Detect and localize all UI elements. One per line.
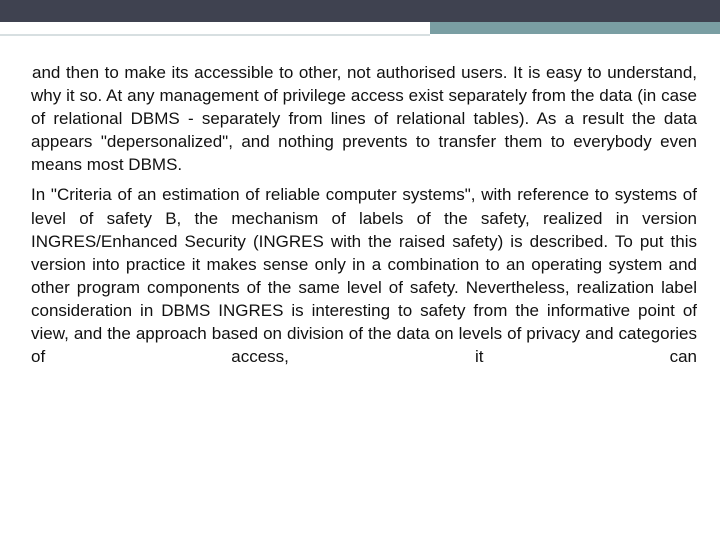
- paragraph-1: and then to make its accessible to other, not authorised users. It is easy to understand, why it so. At any management of privilege access exist separately from the data (in case of relational DBMS - separately from lines of relational tables). As a result the data appears "depersonalized", and nothing prevents to transfer them to everybody even means most DBMS.: [31, 63, 697, 175]
- paragraph-2: In "Criteria of an estimation of reliable computer systems", with reference to systems of level of safety B, the mechanism of labels of the safety, realized in version INGRES/Enhanced Security (INGRES with the raised safety) is described. To put this version into practice it makes sense only in a combination to an operating system and other program components of the same level of safety. Nevertheless, realization label consideration in DBMS INGRES is interesting to safety from the informative point of view, and the approach based on division of the data on levels of privacy and categories of access, it can: [31, 185, 697, 367]
- header-accent-teal: [430, 22, 720, 34]
- header-accent-light: [0, 22, 430, 34]
- slide-body: [31, 61, 697, 368]
- top-header-bar: [0, 0, 720, 22]
- header-divider: [0, 34, 430, 36]
